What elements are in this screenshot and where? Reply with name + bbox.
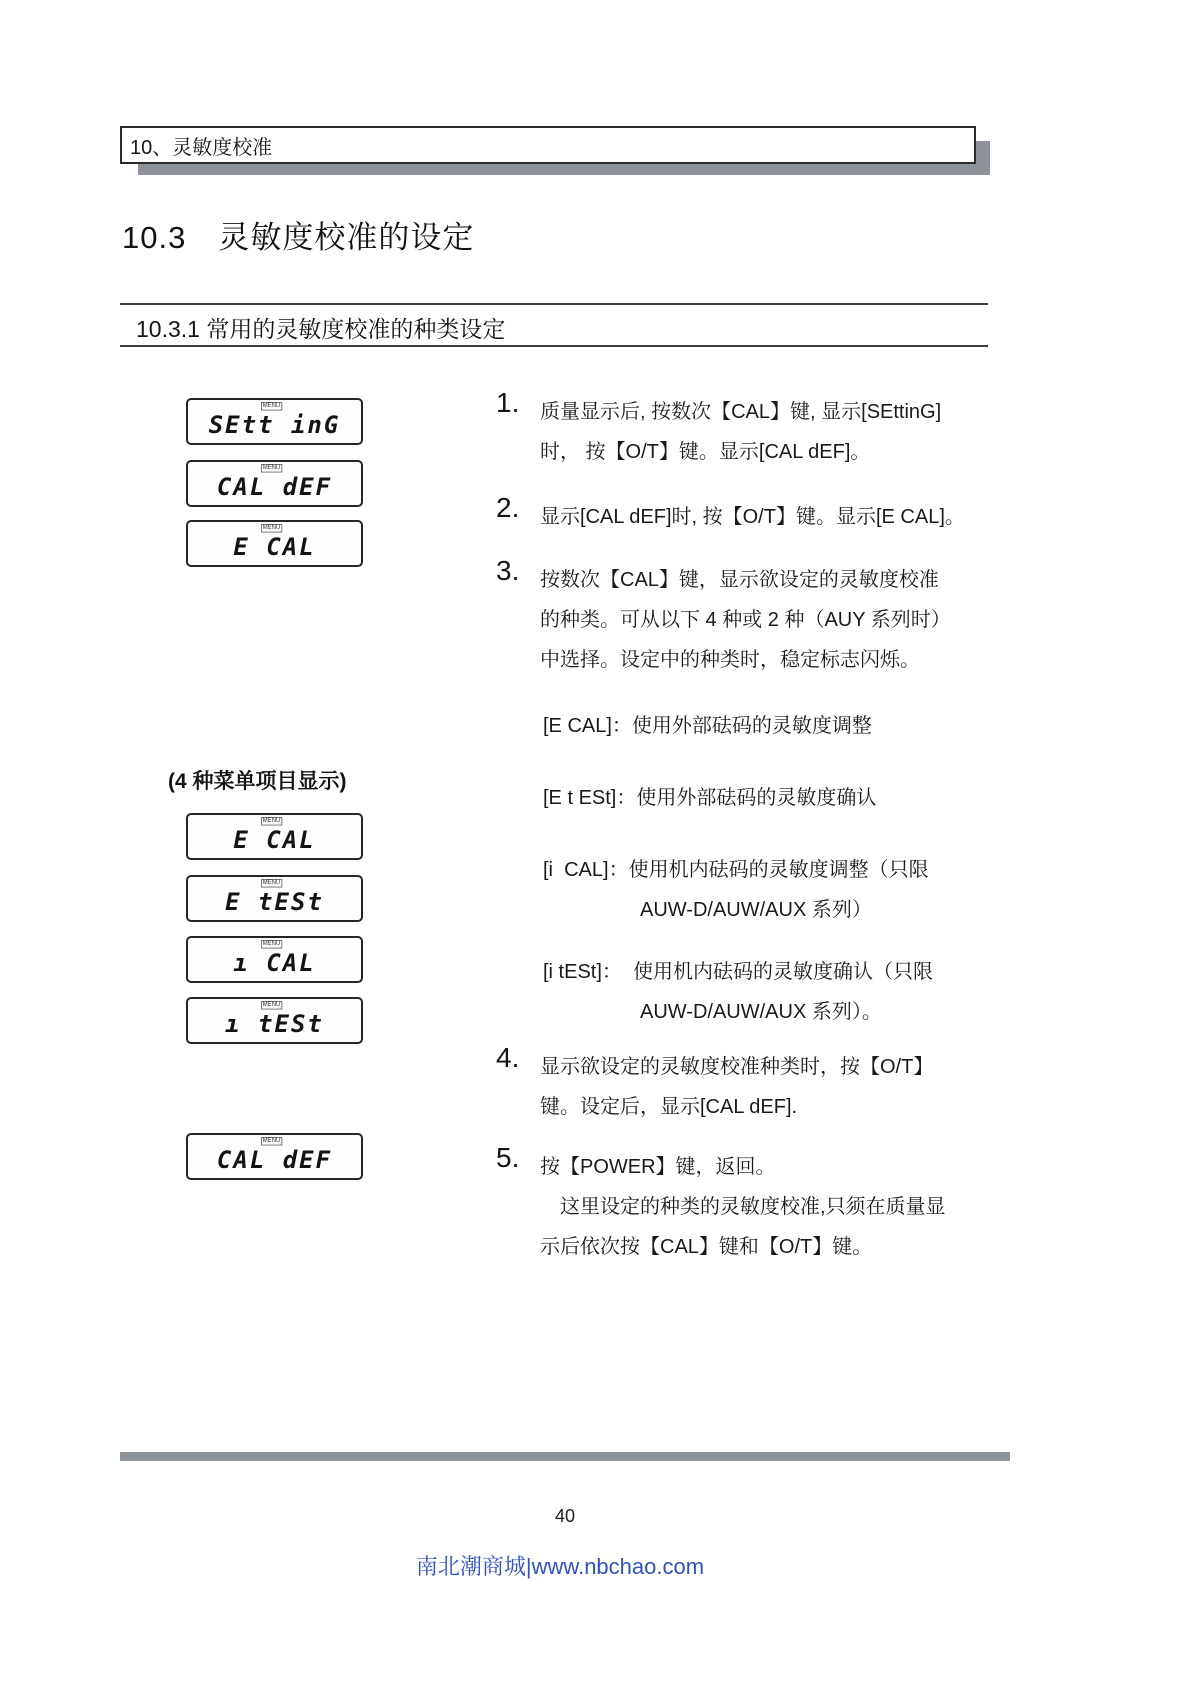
menu-indicator: MENU bbox=[262, 524, 280, 531]
step-5-number: 5. bbox=[496, 1142, 520, 1173]
step-text-line: 时， 按【O/T】键。显示[CAL dEF]。 bbox=[540, 441, 871, 463]
page-number: 40 bbox=[554, 1506, 576, 1526]
step-3-text bbox=[540, 560, 1006, 680]
lcd-text-menu-e-test: E tESt bbox=[225, 888, 324, 916]
definition-text-line: [i CAL]：使用机内砝码的灵敏度调整（只限 bbox=[543, 859, 929, 881]
menu-indicator: MENU bbox=[262, 464, 280, 471]
definition-text-line: AUW-D/AUW/AUX 系列）。 bbox=[640, 1001, 882, 1023]
step-text-line: 显示[CAL dEF]时, 按【O/T】键。显示[E CAL]。 bbox=[540, 506, 965, 528]
step-3-number: 3. bbox=[496, 555, 520, 586]
step-5 bbox=[496, 1142, 1006, 1267]
menu-indicator: MENU bbox=[262, 1001, 280, 1008]
subsection-rule-top bbox=[120, 303, 988, 305]
step-text-line: 质量显示后, 按数次【CAL】键, 显示[SEttinG] bbox=[540, 401, 942, 423]
menu-items-note: (4 种菜单项目显示) bbox=[168, 770, 347, 793]
lcd-text-e-cal: E CAL bbox=[233, 533, 316, 561]
step-text-line: 按【POWER】键，返回。 bbox=[540, 1156, 776, 1178]
chapter-header-label: 10、灵敏度校准 bbox=[130, 136, 273, 159]
menu-indicator: MENU bbox=[262, 817, 280, 824]
step-2-number: 2. bbox=[496, 492, 520, 523]
lcd-text-menu-i-test: ı tESt bbox=[225, 1010, 324, 1038]
lcd-display-menu-i-cal bbox=[186, 936, 363, 983]
step-text-line: 中选择。设定中的种类时，稳定标志闪烁。 bbox=[540, 649, 920, 671]
step-4 bbox=[496, 1042, 1006, 1127]
step-4-number: 4. bbox=[496, 1042, 520, 1073]
lcd-display-setting bbox=[186, 398, 363, 445]
menu-indicator: MENU bbox=[262, 1137, 280, 1144]
step-1 bbox=[496, 387, 1006, 472]
lcd-text-menu-i-cal: ı CAL bbox=[233, 949, 316, 977]
step-text-line: 按数次【CAL】键，显示欲设定的灵敏度校准 bbox=[540, 569, 939, 591]
step-2 bbox=[496, 492, 1006, 537]
definition-e-test bbox=[543, 778, 1013, 818]
definition-i-cal bbox=[543, 850, 1013, 930]
definition-i-test bbox=[543, 952, 1013, 1032]
step-text-line: 键。设定后，显示[CAL dEF]. bbox=[540, 1096, 798, 1118]
footer-divider bbox=[120, 1452, 1010, 1461]
definition-e-cal bbox=[543, 706, 1013, 746]
menu-indicator: MENU bbox=[262, 879, 280, 886]
lcd-text-menu-e-cal: E CAL bbox=[233, 826, 316, 854]
definition-text-line: AUW-D/AUW/AUX 系列） bbox=[640, 899, 872, 921]
definition-text-line: [E t ESt]：使用外部砝码的灵敏度确认 bbox=[543, 787, 877, 809]
step-1-number: 1. bbox=[496, 387, 520, 418]
subsection-title: 10.3.1 常用的灵敏度校准的种类设定 bbox=[136, 316, 506, 342]
step-5-text bbox=[540, 1147, 1006, 1267]
step-2-text bbox=[540, 497, 1006, 537]
lcd-display-cal-def-bottom bbox=[186, 1133, 363, 1180]
definition-text-line: [i tESt]： 使用机内砝码的灵敏度确认（只限 bbox=[543, 961, 934, 983]
step-1-text bbox=[540, 392, 1006, 472]
menu-indicator: MENU bbox=[262, 402, 280, 409]
lcd-display-cal-def bbox=[186, 460, 363, 507]
lcd-text-cal-def: CAL dEF bbox=[216, 473, 333, 501]
definition-text-line: [E CAL]：使用外部砝码的灵敏度调整 bbox=[543, 715, 872, 737]
lcd-display-e-cal bbox=[186, 520, 363, 567]
step-text-line: 的种类。可从以下 4 种或 2 种（AUY 系列时） bbox=[540, 609, 951, 631]
lcd-display-menu-e-cal bbox=[186, 813, 363, 860]
lcd-display-menu-e-test bbox=[186, 875, 363, 922]
lcd-text-cal-def-bottom: CAL dEF bbox=[216, 1146, 333, 1174]
footer-site-text: 南北潮商城|www.nbchao.com bbox=[415, 1554, 705, 1579]
step-text-line: 显示欲设定的灵敏度校准种类时，按【O/T】 bbox=[540, 1056, 934, 1078]
chapter-header-box bbox=[120, 126, 976, 164]
menu-indicator: MENU bbox=[262, 940, 280, 947]
step-text-line: 示后依次按【CAL】键和【O/T】键。 bbox=[540, 1236, 873, 1258]
step-3 bbox=[496, 555, 1006, 680]
step-text-line: 这里设定的种类的灵敏度校准,只须在质量显 bbox=[540, 1196, 946, 1218]
lcd-text-setting: SEtt inG bbox=[208, 411, 341, 439]
step-4-text bbox=[540, 1047, 1006, 1127]
lcd-display-menu-i-test bbox=[186, 997, 363, 1044]
section-title: 10.3 灵敏度校准的设定 bbox=[122, 220, 475, 255]
subsection-rule-bottom bbox=[120, 345, 988, 347]
